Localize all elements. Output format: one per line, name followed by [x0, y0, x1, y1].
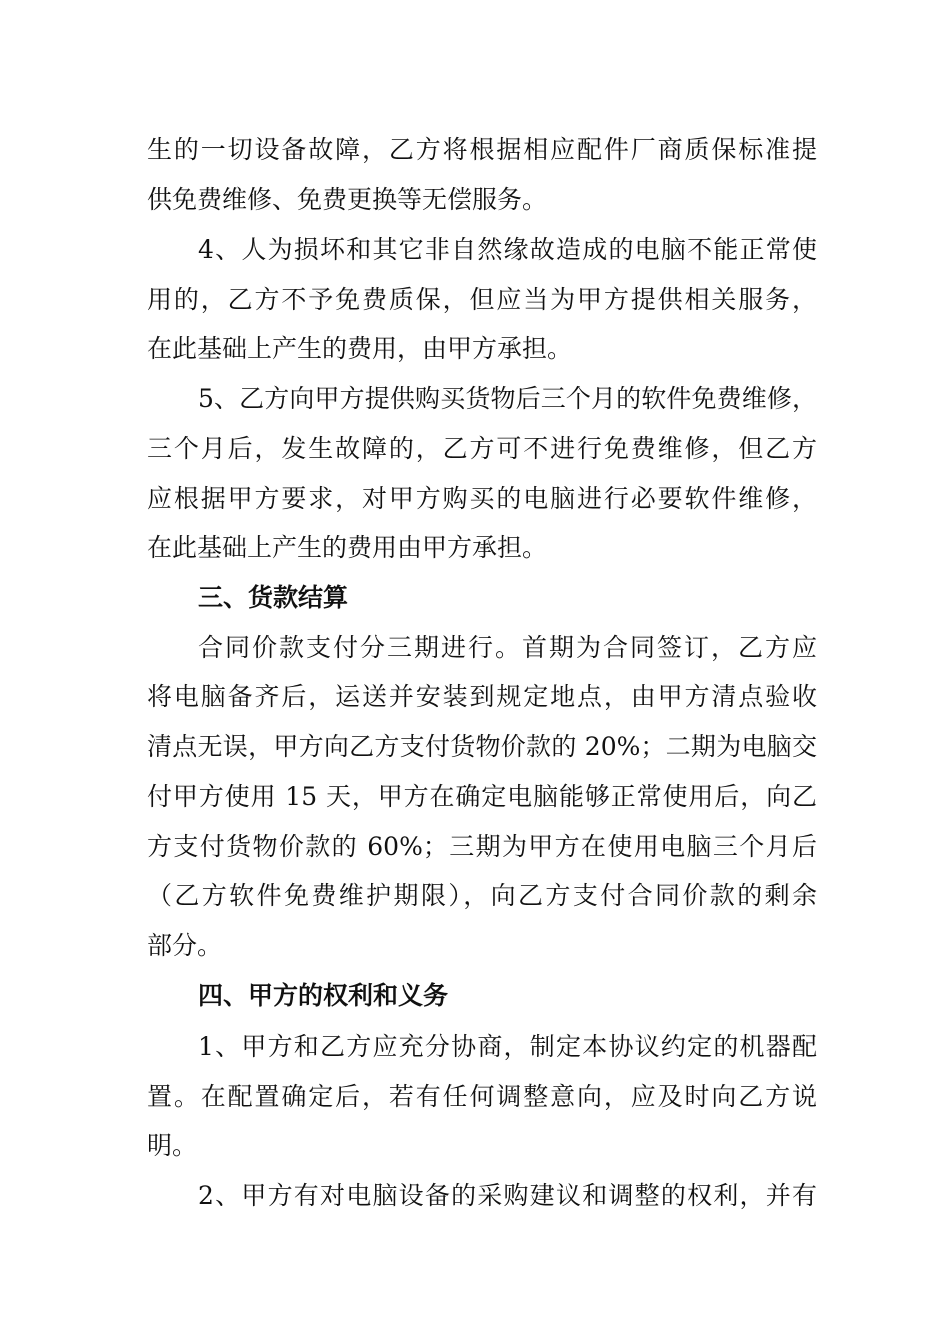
paragraph-line: 在此基础上产生的费用，由甲方承担。	[147, 334, 573, 363]
paragraph-line: 方支付货物价款的 60%；三期为甲方在使用电脑三个月后	[147, 832, 817, 861]
paragraph-line: 三个月后，发生故障的，乙方可不进行免费维修，但乙方	[147, 434, 817, 463]
paragraph-line: （乙方软件免费维护期限），向乙方支付合同价款的剩余	[147, 881, 817, 910]
paragraph-line: 部分。	[147, 931, 223, 960]
paragraph-line: 用的，乙方不予免费质保，但应当为甲方提供相关服务，	[147, 285, 817, 314]
paragraph-line: 将电脑备齐后，运送并安装到规定地点，由甲方清点验收	[147, 682, 817, 711]
paragraph-line: 付甲方使用 15 天，甲方在确定电脑能够正常使用后，向乙	[147, 782, 817, 811]
paragraph-line: 供免费维修、免费更换等无偿服务。	[147, 185, 548, 214]
paragraph-line: 置。在配置确定后，若有任何调整意向，应及时向乙方说	[147, 1082, 817, 1111]
paragraph-line: 合同价款支付分三期进行。首期为合同签订，乙方应	[198, 633, 817, 662]
paragraph-line: 明。	[147, 1131, 198, 1160]
section-heading: 三、货款结算	[198, 583, 349, 612]
paragraph-line: 清点无误，甲方向乙方支付货物价款的 20%；二期为电脑交	[147, 732, 817, 761]
section-heading: 四、甲方的权利和义务	[198, 981, 449, 1010]
paragraph-line: 4、人为损坏和其它非自然缘故造成的电脑不能正常使	[198, 235, 817, 264]
paragraph-line: 1、甲方和乙方应充分协商，制定本协议约定的机器配	[198, 1032, 817, 1061]
paragraph-line: 生的一切设备故障，乙方将根据相应配件厂商质保标准提	[147, 135, 817, 164]
paragraph-line: 5、乙方向甲方提供购买货物后三个月的软件免费维修，	[198, 384, 817, 413]
paragraph-line: 在此基础上产生的费用由甲方承担。	[147, 533, 548, 562]
paragraph-line: 应根据甲方要求，对甲方购买的电脑进行必要软件维修，	[147, 484, 817, 513]
paragraph-line: 2、甲方有对电脑设备的采购建议和调整的权利，并有	[198, 1181, 817, 1210]
